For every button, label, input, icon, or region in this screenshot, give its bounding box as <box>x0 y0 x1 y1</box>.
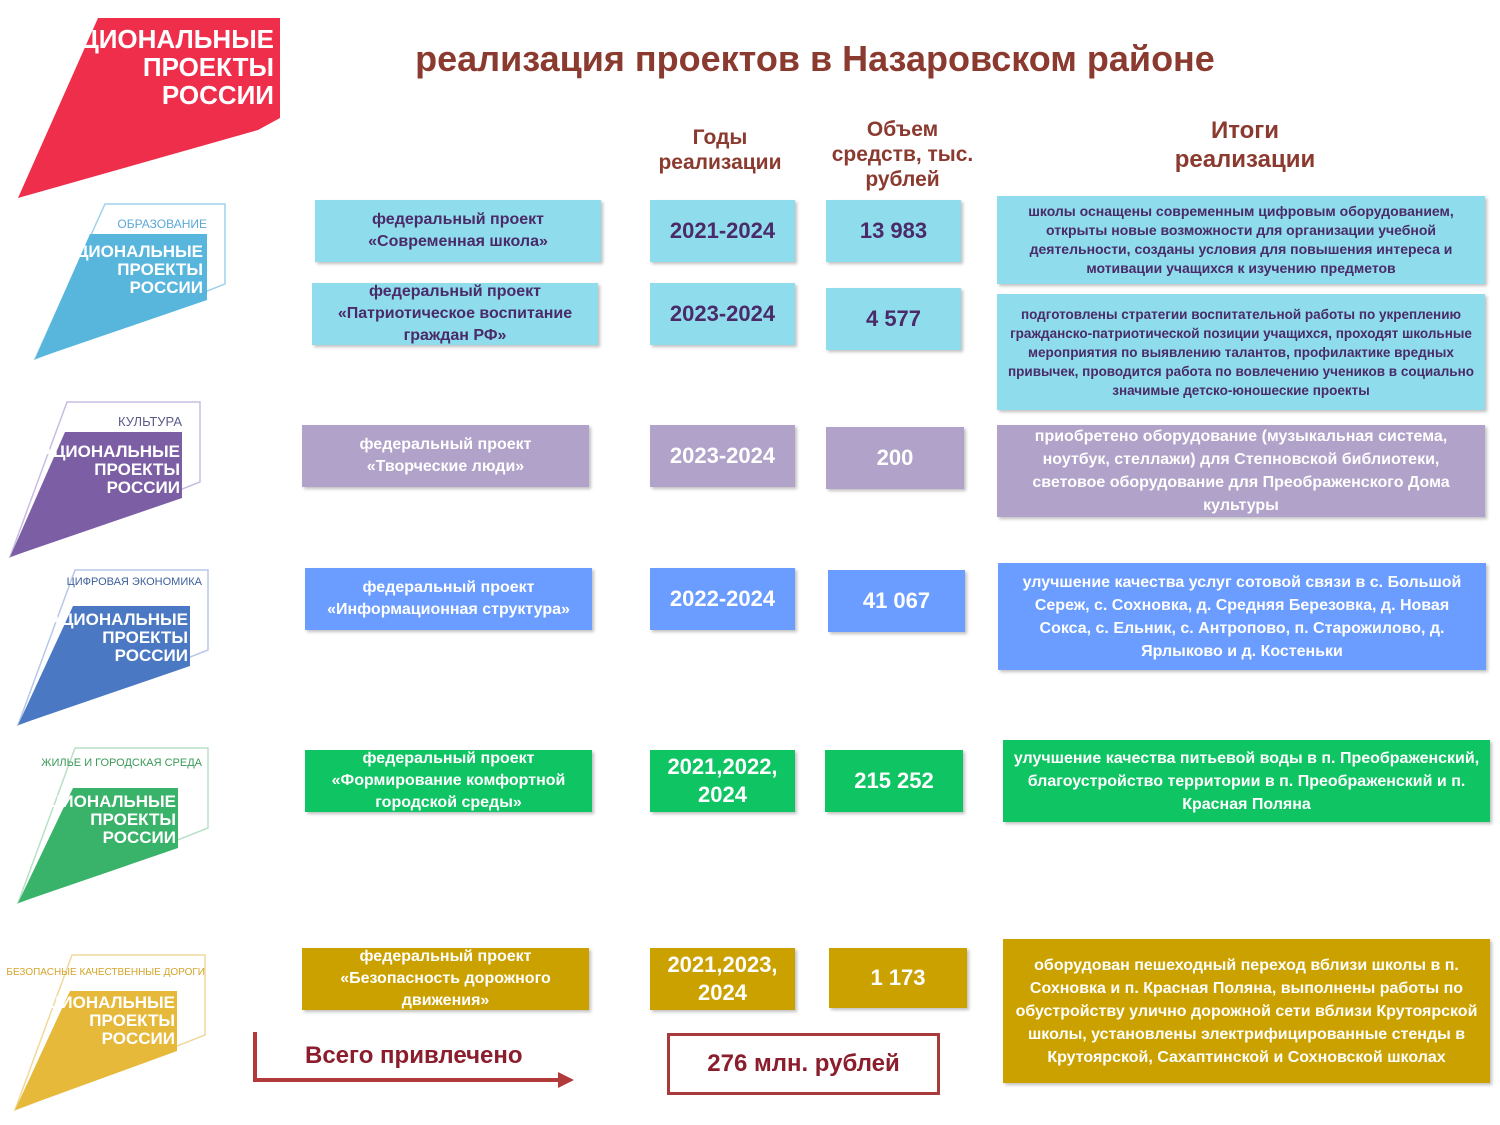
category-logo-education <box>35 204 230 362</box>
svg-text:РОССИИ: РОССИИ <box>106 478 180 497</box>
svg-text:РОССИИ: РОССИИ <box>102 828 176 847</box>
result-box: оборудован пешеходный переход вблизи школы в п. Сохновка и п. Красная Поляна, выполнены работы по обустройству улично дорожной сети вблизи Крутоярской школы, установлены электрифицированные стенды в Крутоярской, Сахаптинской и Сохновской школах <box>1003 939 1490 1083</box>
category-label: ОБРАЗОВАНИЕ <box>117 217 207 231</box>
amount-box: 41 067 <box>828 570 965 632</box>
project-box: федеральный проект «Формирование комфортной городской среды» <box>305 750 592 812</box>
logo-line-2: ПРОЕКТЫ <box>142 52 274 82</box>
years-box: 2021-2024 <box>650 200 795 262</box>
svg-text:ПРОЕКТЫ: ПРОЕКТЫ <box>102 628 188 647</box>
result-box: подготовлены стратегии воспитательной работы по укреплению гражданско-патриотической позиции учащихся, проходят школьные мероприятия по выявлению талантов, профилактике вредных привычек, проводится работа по вовлечению учеников в социально значимые детско-юношеские проекты <box>997 294 1485 410</box>
category-logo-culture <box>10 402 205 560</box>
project-box: федеральный проект «Патриотическое воспитание граждан РФ» <box>312 283 598 345</box>
amount-box: 1 173 <box>829 948 967 1008</box>
amount-box: 13 983 <box>826 200 961 262</box>
header-years: Годы реализации <box>658 126 782 175</box>
amount-box: 4 577 <box>826 288 961 350</box>
category-label: БЕЗОПАСНЫЕ КАЧЕСТВЕННЫЕ ДОРОГИ <box>6 967 205 978</box>
amount-box: 200 <box>826 427 964 489</box>
svg-text:НАЦИОНАЛЬНЫЕ: НАЦИОНАЛЬНЫЕ <box>51 242 203 261</box>
project-box: федеральный проект «Современная школа» <box>315 200 601 262</box>
years-box: 2023-2024 <box>650 425 795 487</box>
project-box: федеральный проект «Информационная структура» <box>305 568 592 630</box>
years-box: 2021,2023, 2024 <box>650 948 795 1010</box>
project-box: федеральный проект «Творческие люди» <box>302 425 589 487</box>
total-label: Всего привлечено <box>305 1042 523 1069</box>
years-box: 2023-2024 <box>650 283 795 345</box>
project-box: федеральный проект «Безопасность дорожного движения» <box>302 948 589 1010</box>
svg-text:РОССИИ: РОССИИ <box>129 278 203 297</box>
svg-text:НАЦИОНАЛЬНЫЕ: НАЦИОНАЛЬНЫЕ <box>36 610 188 629</box>
svg-text:НАЦИОНАЛЬНЫЕ: НАЦИОНАЛЬНЫЕ <box>24 792 176 811</box>
category-logo-digital <box>18 570 213 728</box>
svg-text:ПРОЕКТЫ: ПРОЕКТЫ <box>94 460 180 479</box>
category-logo-housing <box>18 748 213 906</box>
logo-line-1: НАЦИОНАЛЬНЫЕ <box>42 24 274 54</box>
result-box: приобретено оборудование (музыкальная система, ноутбук, стеллажи) для Степновской библиотеки, световое оборудование для Преображенского Дома культуры <box>997 425 1485 517</box>
category-label: ЦИФРОВАЯ ЭКОНОМИКА <box>66 576 202 588</box>
header-results: Итоги реализации <box>1174 117 1316 173</box>
years-box: 2021,2022, 2024 <box>650 750 795 812</box>
category-label: ЖИЛЬЕ И ГОРОДСКАЯ СРЕДА <box>41 757 202 769</box>
result-box: улучшение качества питьевой воды в п. Преображенский, благоустройство территории в п. Преображенский и п. Красная Поляна <box>1003 740 1490 822</box>
svg-text:ПРОЕКТЫ: ПРОЕКТЫ <box>89 1011 175 1030</box>
header-amount: Объем средств, тыс. рублей <box>831 118 974 192</box>
category-label: КУЛЬТУРА <box>118 414 182 429</box>
svg-text:ПРОЕКТЫ: ПРОЕКТЫ <box>90 810 176 829</box>
category-logo-roads <box>6 955 210 1113</box>
svg-text:НАЦИОНАЛЬНЫЕ: НАЦИОНАЛЬНЫЕ <box>23 993 175 1012</box>
svg-text:НАЦИОНАЛЬНЫЕ: НАЦИОНАЛЬНЫЕ <box>28 442 180 461</box>
result-box: улучшение качества услуг сотовой связи в с. Большой Сереж, с. Сохновка, д. Средняя Березовка, д. Новая Сокса, с. Ельник, с. Антропово, п. Старожилово, д. Ярлыково и д. Костеньки <box>998 563 1486 670</box>
svg-text:РОССИИ: РОССИИ <box>114 646 188 665</box>
total-value: 276 млн. рублей <box>667 1033 940 1095</box>
page-title: реализация проектов в Назаровском районе <box>415 38 1215 79</box>
national-projects-logo <box>18 18 280 200</box>
logo-line-3: РОССИИ <box>161 80 274 110</box>
result-box: школы оснащены современным цифровым оборудованием, открыты новые возможности для организации учебной деятельности, созданы условия для повышения интереса и мотивации учащихся к изучению предметов <box>997 196 1485 284</box>
years-box: 2022-2024 <box>650 568 795 630</box>
svg-text:ПРОЕКТЫ: ПРОЕКТЫ <box>117 260 203 279</box>
svg-text:РОССИИ: РОССИИ <box>101 1029 175 1048</box>
amount-box: 215 252 <box>825 750 963 812</box>
